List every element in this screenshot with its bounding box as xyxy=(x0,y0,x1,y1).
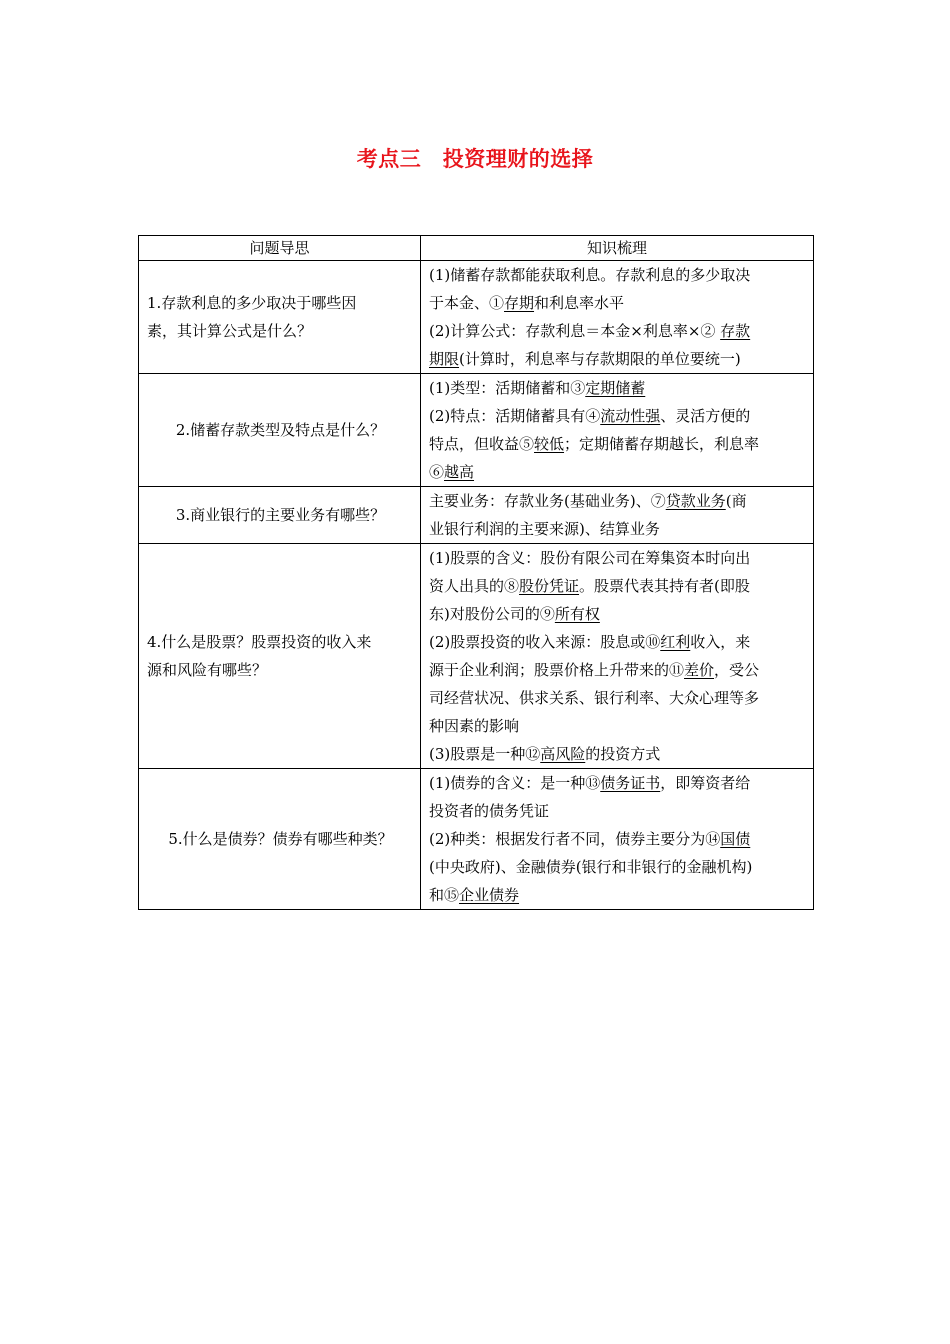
question-cell xyxy=(139,487,421,544)
answer-cell xyxy=(421,261,814,374)
page-title: 考点三 投资理财的选择 xyxy=(356,147,594,171)
answer-line: 期限(计算时，利息率与存款期限的单位要统一) xyxy=(429,350,741,368)
answer-line: 投资者的债务凭证 xyxy=(429,802,550,820)
answer-line: 司经营状况、供求关系、银行利率、大众心理等多 xyxy=(429,689,760,707)
knowledge-table xyxy=(138,235,814,910)
answer-blank: 差价 xyxy=(684,661,715,679)
table-body xyxy=(139,261,814,910)
answer-line: (2)计算公式：存款利息＝本金×利息率×② 存款 xyxy=(429,322,751,340)
answer-blank: 贷款业务 xyxy=(665,492,726,510)
question-line: 1.存款利息的多少取决于哪些因 xyxy=(147,294,357,312)
answer-line: 主要业务：存款业务(基础业务)、⑦贷款业务(商 xyxy=(429,492,747,510)
question-line: 5.什么是债券？债券有哪些种类？ xyxy=(168,830,393,848)
answer-blank: 越高 xyxy=(444,463,475,481)
answer-cell xyxy=(421,374,814,487)
table-header-row xyxy=(139,236,814,261)
answer-blank: 债务证书 xyxy=(600,774,661,792)
answer-cell xyxy=(421,487,814,544)
answer-blank: 高风险 xyxy=(540,745,586,763)
answer-line: 源于企业利润；股票价格上升带来的⑪差价，受公 xyxy=(429,661,760,679)
question-line: 3.商业银行的主要业务有哪些？ xyxy=(175,506,386,524)
question-cell xyxy=(139,544,421,769)
answer-blank: 股份凭证 xyxy=(519,577,580,595)
table-row xyxy=(139,769,814,910)
answer-cell xyxy=(421,544,814,769)
answer-line: (2)股票投资的收入来源：股息或⑩红利收入，来 xyxy=(429,633,751,651)
answer-cell xyxy=(421,769,814,910)
table-row xyxy=(139,544,814,769)
answer-line: (中央政府)、金融债券(银行和非银行的金融机构) xyxy=(429,858,753,876)
answer-blank: 较低 xyxy=(534,435,565,453)
answer-line: 特点，但收益⑤较低；定期储蓄存期越长，利息率 xyxy=(429,435,760,453)
table-row xyxy=(139,261,814,374)
question-line: 源和风险有哪些？ xyxy=(147,661,268,679)
question-line: 素，其计算公式是什么？ xyxy=(147,322,313,340)
answer-blank: 国债 xyxy=(720,830,751,848)
answer-blank: 红利 xyxy=(660,633,691,651)
answer-line: 于本金、①存期和利息率水平 xyxy=(429,294,625,312)
answer-line: 种因素的影响 xyxy=(429,717,520,735)
answer-blank: 期限 xyxy=(429,350,460,368)
table-row xyxy=(139,487,814,544)
question-line: 2.储蓄存款类型及特点是什么？ xyxy=(175,421,386,439)
answer-line: (1)债券的含义：是一种⑬债务证书，即筹资者给 xyxy=(429,774,751,792)
answer-blank: 存期 xyxy=(504,294,535,312)
answer-line: (3)股票是一种⑫高风险的投资方式 xyxy=(429,745,661,763)
answer-line: (1)储蓄存款都能获取利息。存款利息的多少取决 xyxy=(429,266,751,284)
answer-blank: 定期储蓄 xyxy=(585,379,646,397)
answer-line: (1)类型：活期储蓄和③定期储蓄 xyxy=(429,379,646,397)
table-row xyxy=(139,374,814,487)
answer-line: ⑥越高 xyxy=(429,463,475,481)
answer-line: 资人出具的⑧股份凭证。股票代表其持有者(即股 xyxy=(429,577,750,595)
answer-blank: 流动性强 xyxy=(600,407,661,425)
question-cell xyxy=(139,769,421,910)
question-line: 4.什么是股票？股票投资的收入来 xyxy=(147,633,372,651)
question-cell xyxy=(139,261,421,374)
answer-line: (1)股票的含义：股份有限公司在筹集资本时向出 xyxy=(429,549,751,567)
answer-blank: 企业债券 xyxy=(459,886,520,904)
answer-blank: 所有权 xyxy=(554,605,600,623)
header-question-guide: 问题导思 xyxy=(139,236,421,261)
answer-line: (2)种类：根据发行者不同，债券主要分为⑭国债 xyxy=(429,830,751,848)
header-knowledge-summary: 知识梳理 xyxy=(421,236,814,261)
question-cell xyxy=(139,374,421,487)
answer-line: 业银行利润的主要来源)、结算业务 xyxy=(429,520,660,538)
answer-line: (2)特点：活期储蓄具有④流动性强、灵活方便的 xyxy=(429,407,751,425)
answer-line: 和⑮企业债券 xyxy=(429,886,520,904)
answer-blank: 存款 xyxy=(720,322,751,340)
answer-line: 东)对股份公司的⑨所有权 xyxy=(429,605,600,623)
